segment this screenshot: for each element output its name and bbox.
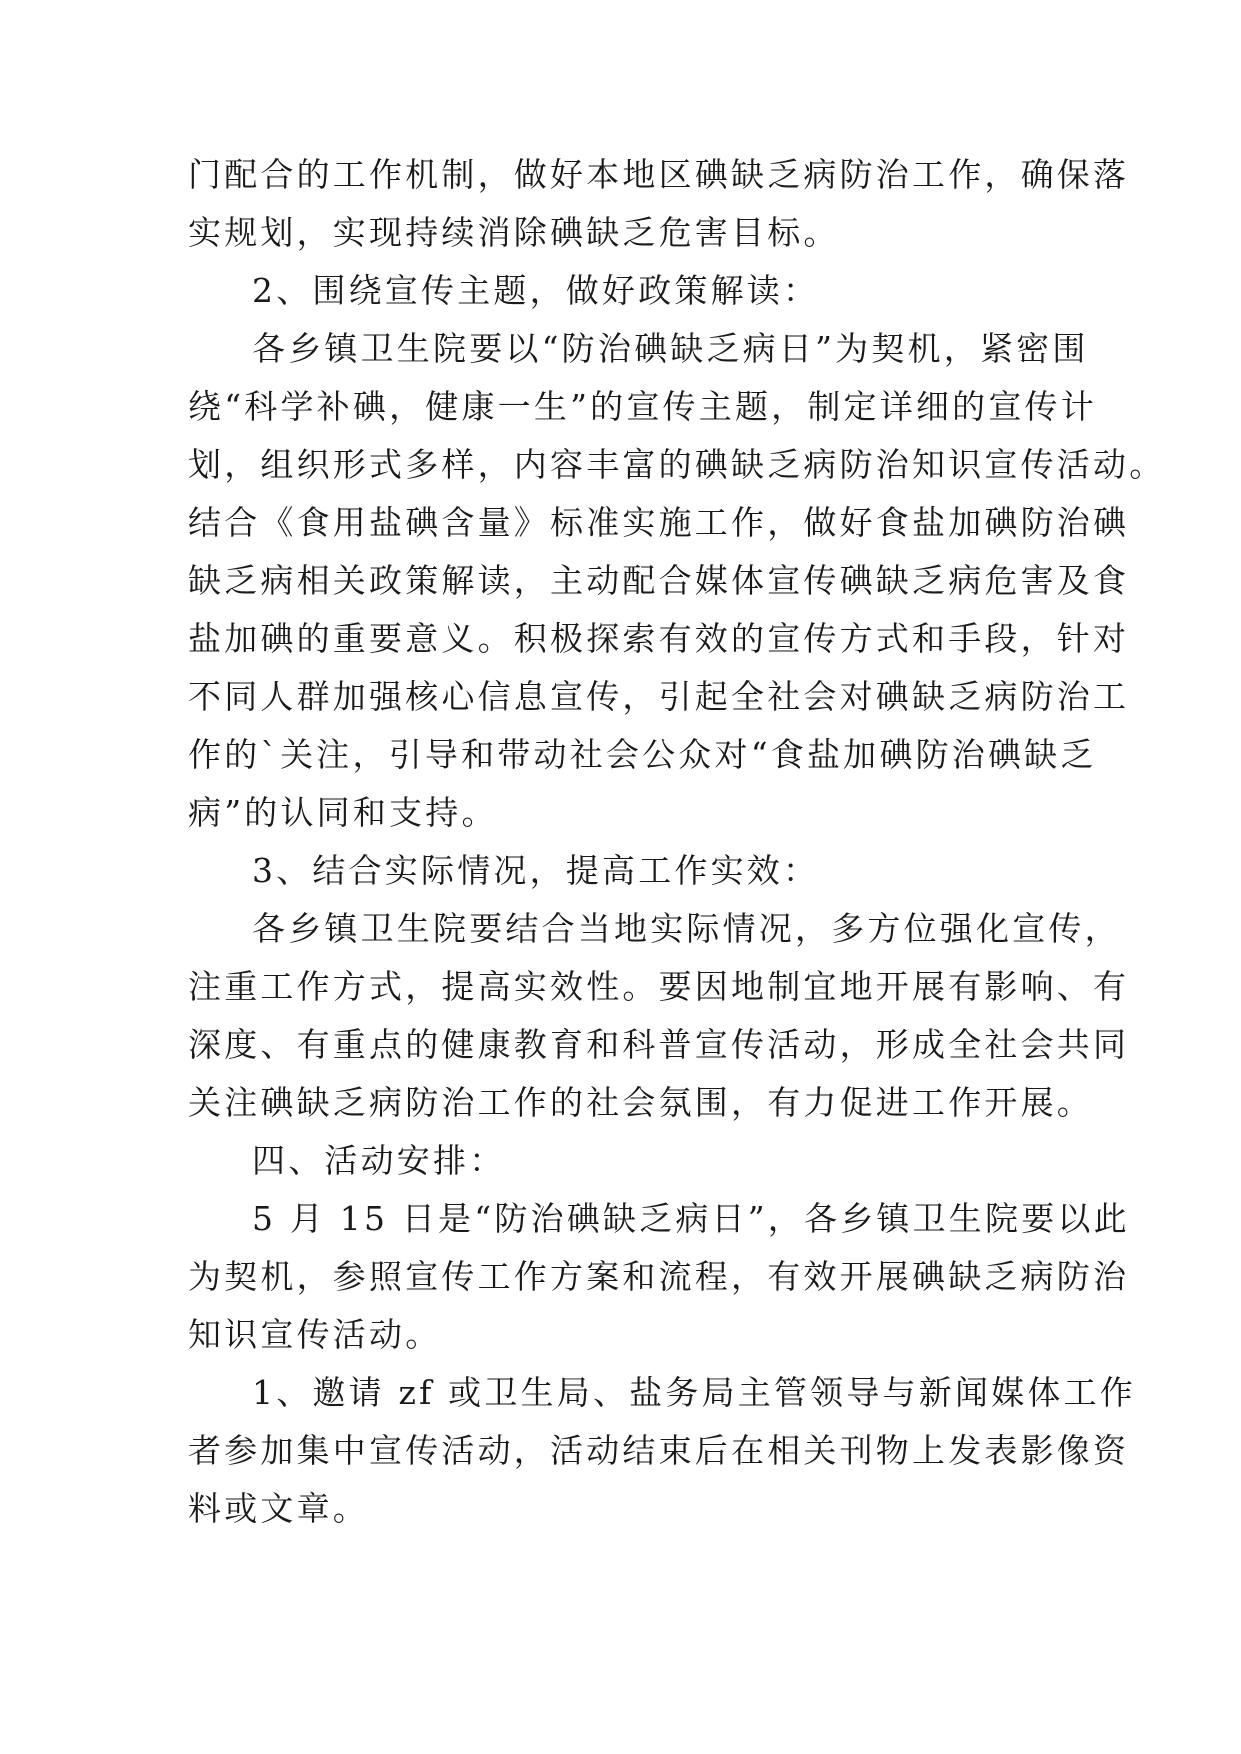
section-heading: 2、围绕宣传主题，做好政策解读： <box>252 271 820 310</box>
text-line: 料或文章。 <box>188 1489 369 1528</box>
text-line: 划，组织形式多样，内容丰富的碘缺乏病防治知识宣传活动。 <box>188 445 1166 484</box>
text-line: 各乡镇卫生院要结合当地实际情况，多方位强化宣传， <box>252 909 1121 948</box>
text-line: 知识宣传活动。 <box>188 1315 442 1354</box>
text-line: 关注碘缺乏病防治工作的社会氛围，有力促进工作开展。 <box>188 1083 1093 1122</box>
text-line: 门配合的工作机制，做好本地区碘缺乏病防治工作，确保落 <box>188 155 1130 194</box>
text-line: 不同人群加强核心信息宣传，引起全社会对碘缺乏病防治工 <box>188 677 1130 716</box>
text-line: 实规划，实现持续消除碘缺乏危害目标。 <box>188 213 840 252</box>
text-line: 病”的认同和支持。 <box>188 793 498 832</box>
text-line: 深度、有重点的健康教育和科普宣传活动，形成全社会共同 <box>188 1025 1130 1064</box>
text-line: 1、邀请 zf 或卫生局、盐务局主管领导与新闻媒体工作 <box>252 1373 1136 1412</box>
text-line: 结合《食用盐碘含量》标准实施工作，做好食盐加碘防治碘 <box>188 503 1130 542</box>
text-line: 绕“科学补碘，健康一生”的宣传主题，制定详细的宣传计 <box>188 387 1097 426</box>
text-line: 缺乏病相关政策解读，主动配合媒体宣传碘缺乏病危害及食 <box>188 561 1130 600</box>
text-line: 注重工作方式，提高实效性。要因地制宜地开展有影响、有 <box>188 967 1130 1006</box>
section-heading: 3、结合实际情况，提高工作实效： <box>252 851 820 890</box>
text-line: 为契机，参照宣传工作方案和流程，有效开展碘缺乏病防治 <box>188 1257 1130 1296</box>
section-heading: 四、活动安排： <box>252 1141 506 1180</box>
text-line: 作的`关注，引导和带动社会公众对“食盐加碘防治碘缺乏 <box>188 735 1097 774</box>
text-line: 者参加集中宣传活动，活动结束后在相关刊物上发表影像资 <box>188 1431 1130 1470</box>
text-line: 5 月 15 日是“防治碘缺乏病日”，各乡镇卫生院要以此 <box>252 1199 1130 1238</box>
text-line: 盐加碘的重要意义。积极探索有效的宣传方式和手段，针对 <box>188 619 1130 658</box>
text-line: 各乡镇卫生院要以“防治碘缺乏病日”为契机，紧密围 <box>252 329 1089 368</box>
